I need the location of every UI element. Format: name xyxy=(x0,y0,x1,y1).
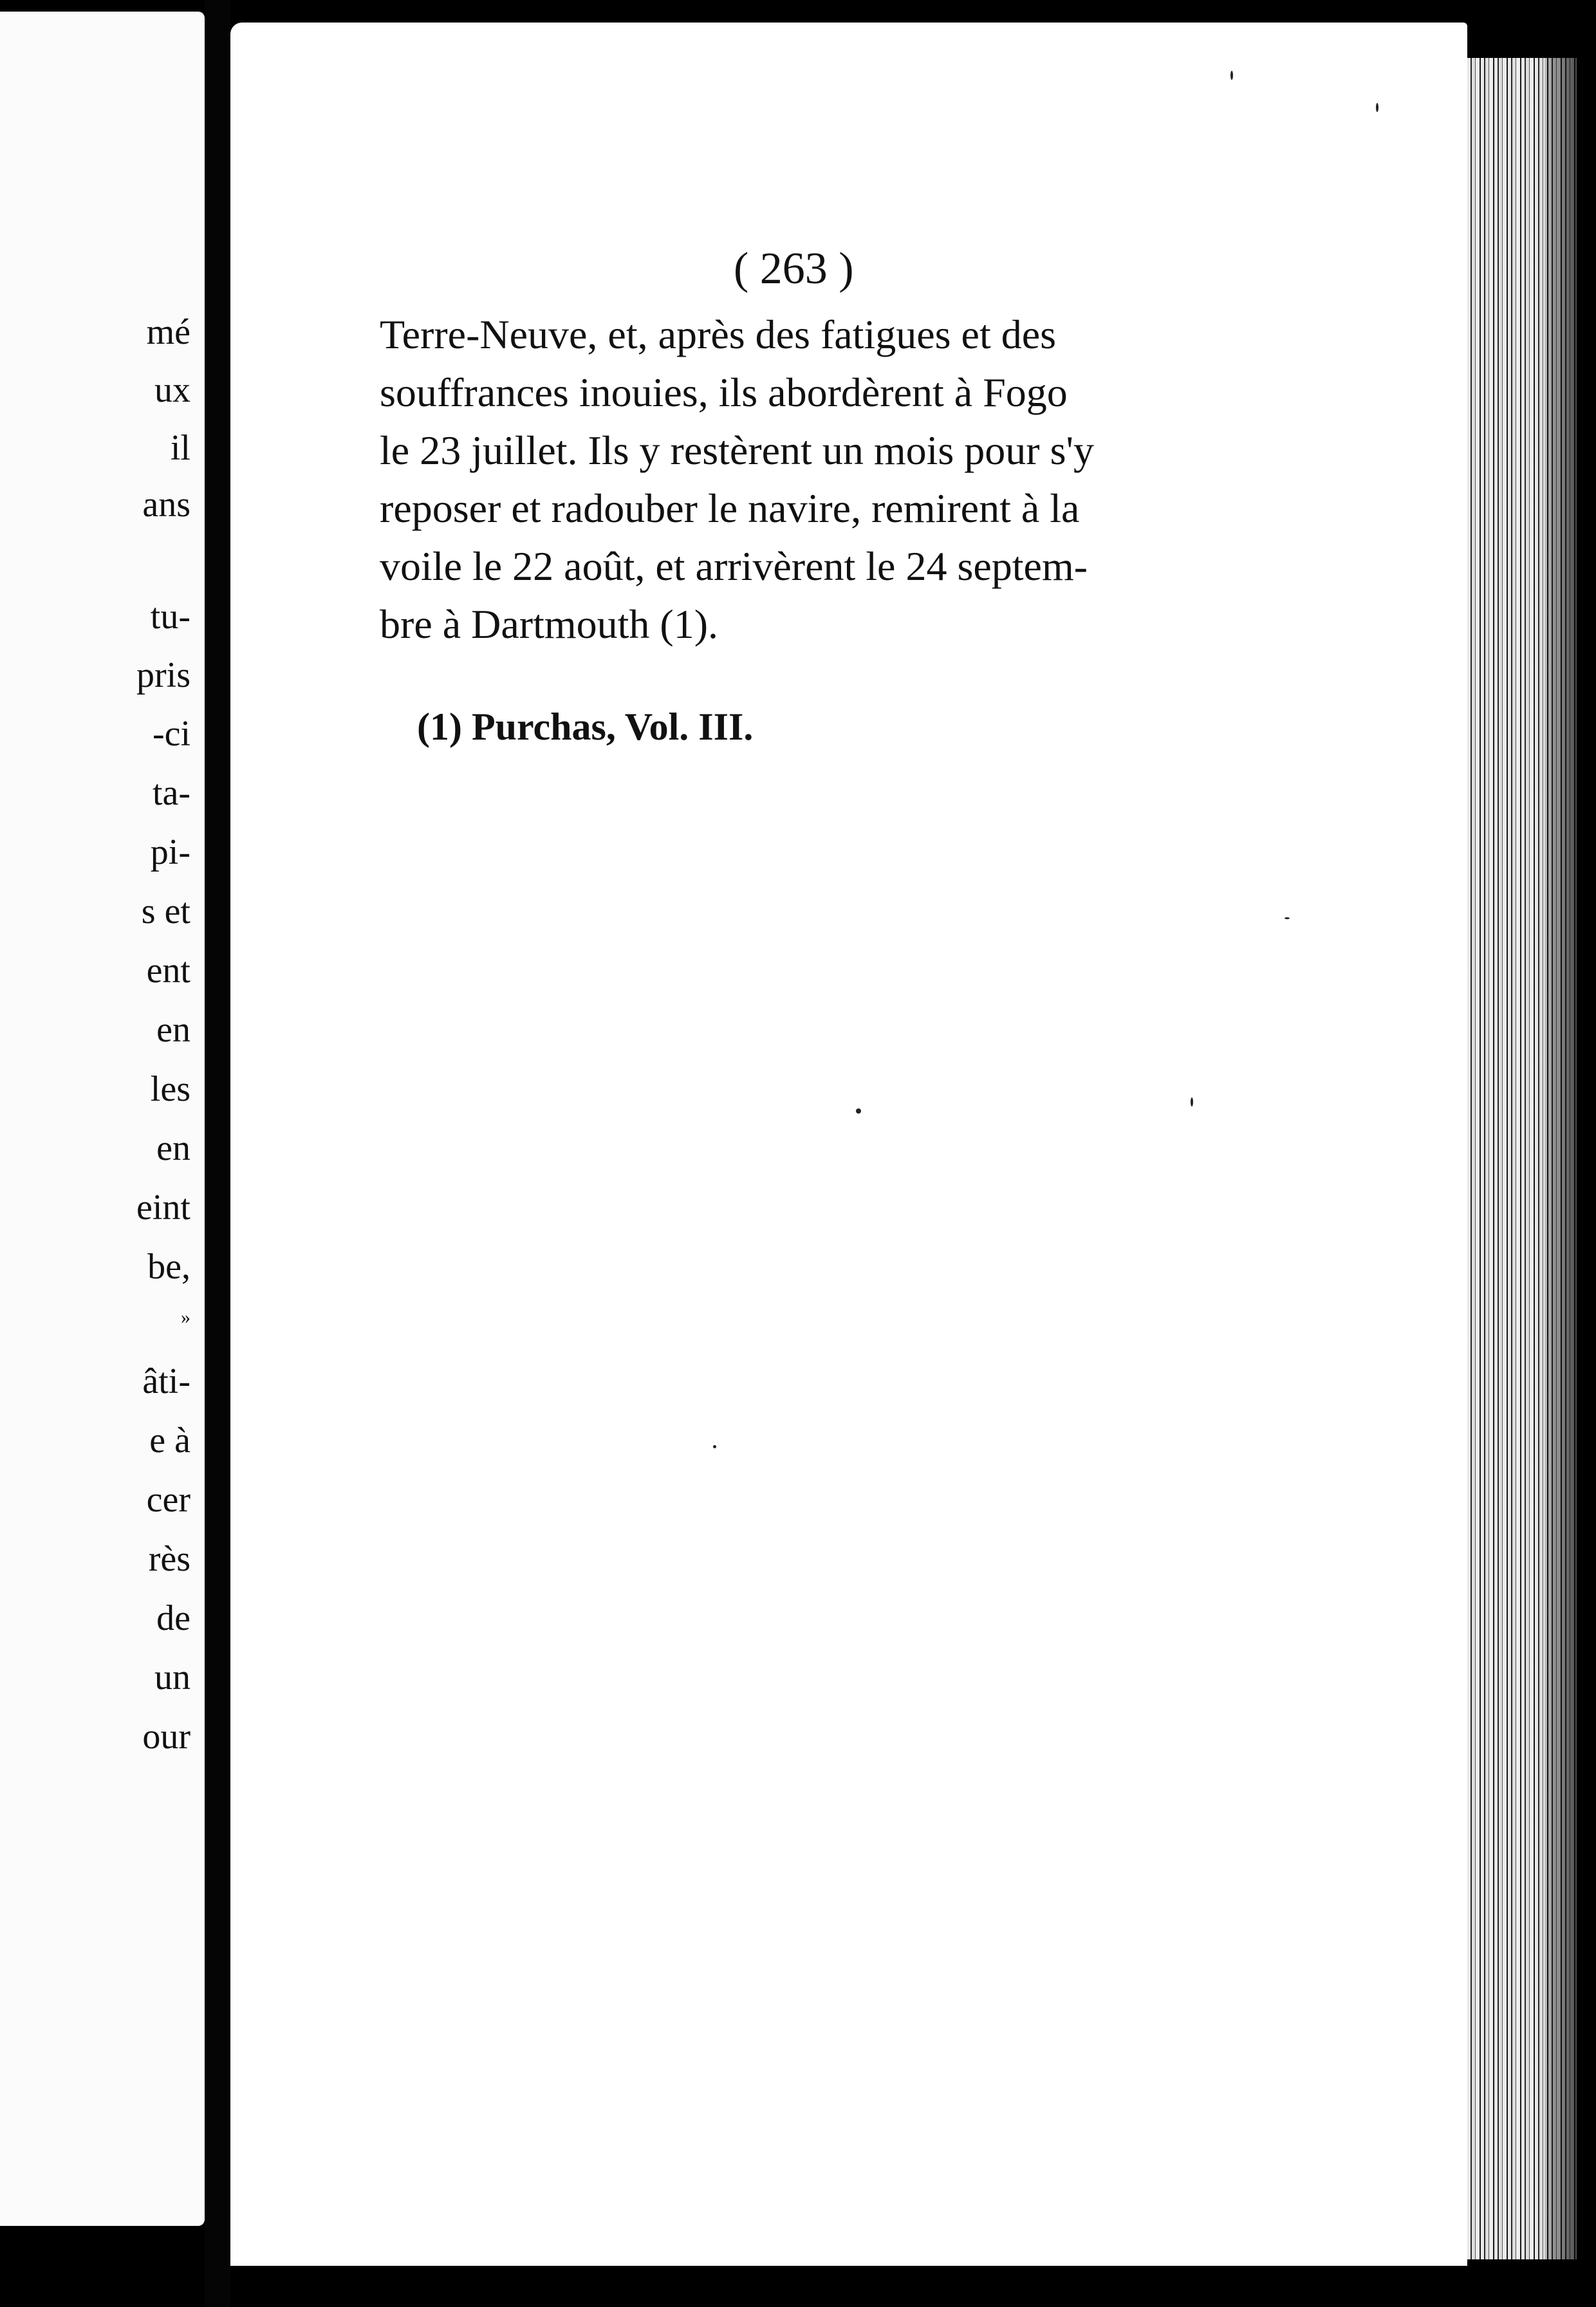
scan-speck xyxy=(1191,1097,1193,1107)
body-text-line: bre à Dartmouth (1). xyxy=(380,601,719,647)
left-page-line: les xyxy=(150,1069,190,1109)
scan-speck xyxy=(1376,103,1378,112)
left-page-line: un xyxy=(154,1658,190,1697)
scan-speck xyxy=(713,1445,716,1448)
footnote: (1) Purchas, Vol. III. xyxy=(417,705,754,748)
page-number: ( 263 ) xyxy=(734,244,854,294)
left-page-line: eint xyxy=(136,1188,190,1228)
book-gutter xyxy=(205,0,230,2307)
left-page-line: en xyxy=(156,1128,190,1168)
left-page-line: ux xyxy=(154,370,190,410)
left-page-line: ta- xyxy=(152,773,190,813)
left-page-line: pi- xyxy=(150,832,190,872)
scan-speck xyxy=(1285,917,1290,919)
left-page-line: mé xyxy=(146,312,190,352)
left-page xyxy=(0,12,205,2226)
body-text-line: voile le 22 août, et arrivèrent le 24 septem- xyxy=(380,543,1088,589)
left-page-line: » xyxy=(181,1307,190,1328)
left-page-line: ent xyxy=(146,951,190,991)
left-page-line: rès xyxy=(148,1539,190,1579)
right-page xyxy=(230,23,1467,2266)
left-page-line: our xyxy=(142,1717,190,1757)
body-text-line: reposer et radouber le navire, remirent à la xyxy=(380,485,1080,531)
left-page-line: -ci xyxy=(152,714,190,754)
body-text-line: le 23 juillet. Ils y restèrent un mois pour s'y xyxy=(380,427,1095,473)
left-page-line: e à xyxy=(149,1421,190,1461)
left-page-line: s et xyxy=(141,892,190,931)
body-text-line: souffrances inouies, ils abordèrent à Fogo xyxy=(380,369,1068,415)
left-page-line: tu- xyxy=(150,597,190,637)
scan-speck xyxy=(1230,71,1233,80)
left-page-line: ans xyxy=(142,485,190,525)
left-page-line: cer xyxy=(146,1480,190,1520)
left-page-line: en xyxy=(156,1010,190,1050)
left-page-line: âti- xyxy=(142,1361,190,1401)
left-page-line: pris xyxy=(136,655,190,695)
left-page-line: be, xyxy=(147,1247,190,1287)
left-page-line: il xyxy=(170,428,190,468)
left-page-line: de xyxy=(156,1598,190,1638)
scan-speck xyxy=(856,1108,861,1114)
body-text-line: Terre-Neuve, et, après des fatigues et des xyxy=(380,312,1057,357)
page-edges-shadow xyxy=(1545,58,1596,2259)
